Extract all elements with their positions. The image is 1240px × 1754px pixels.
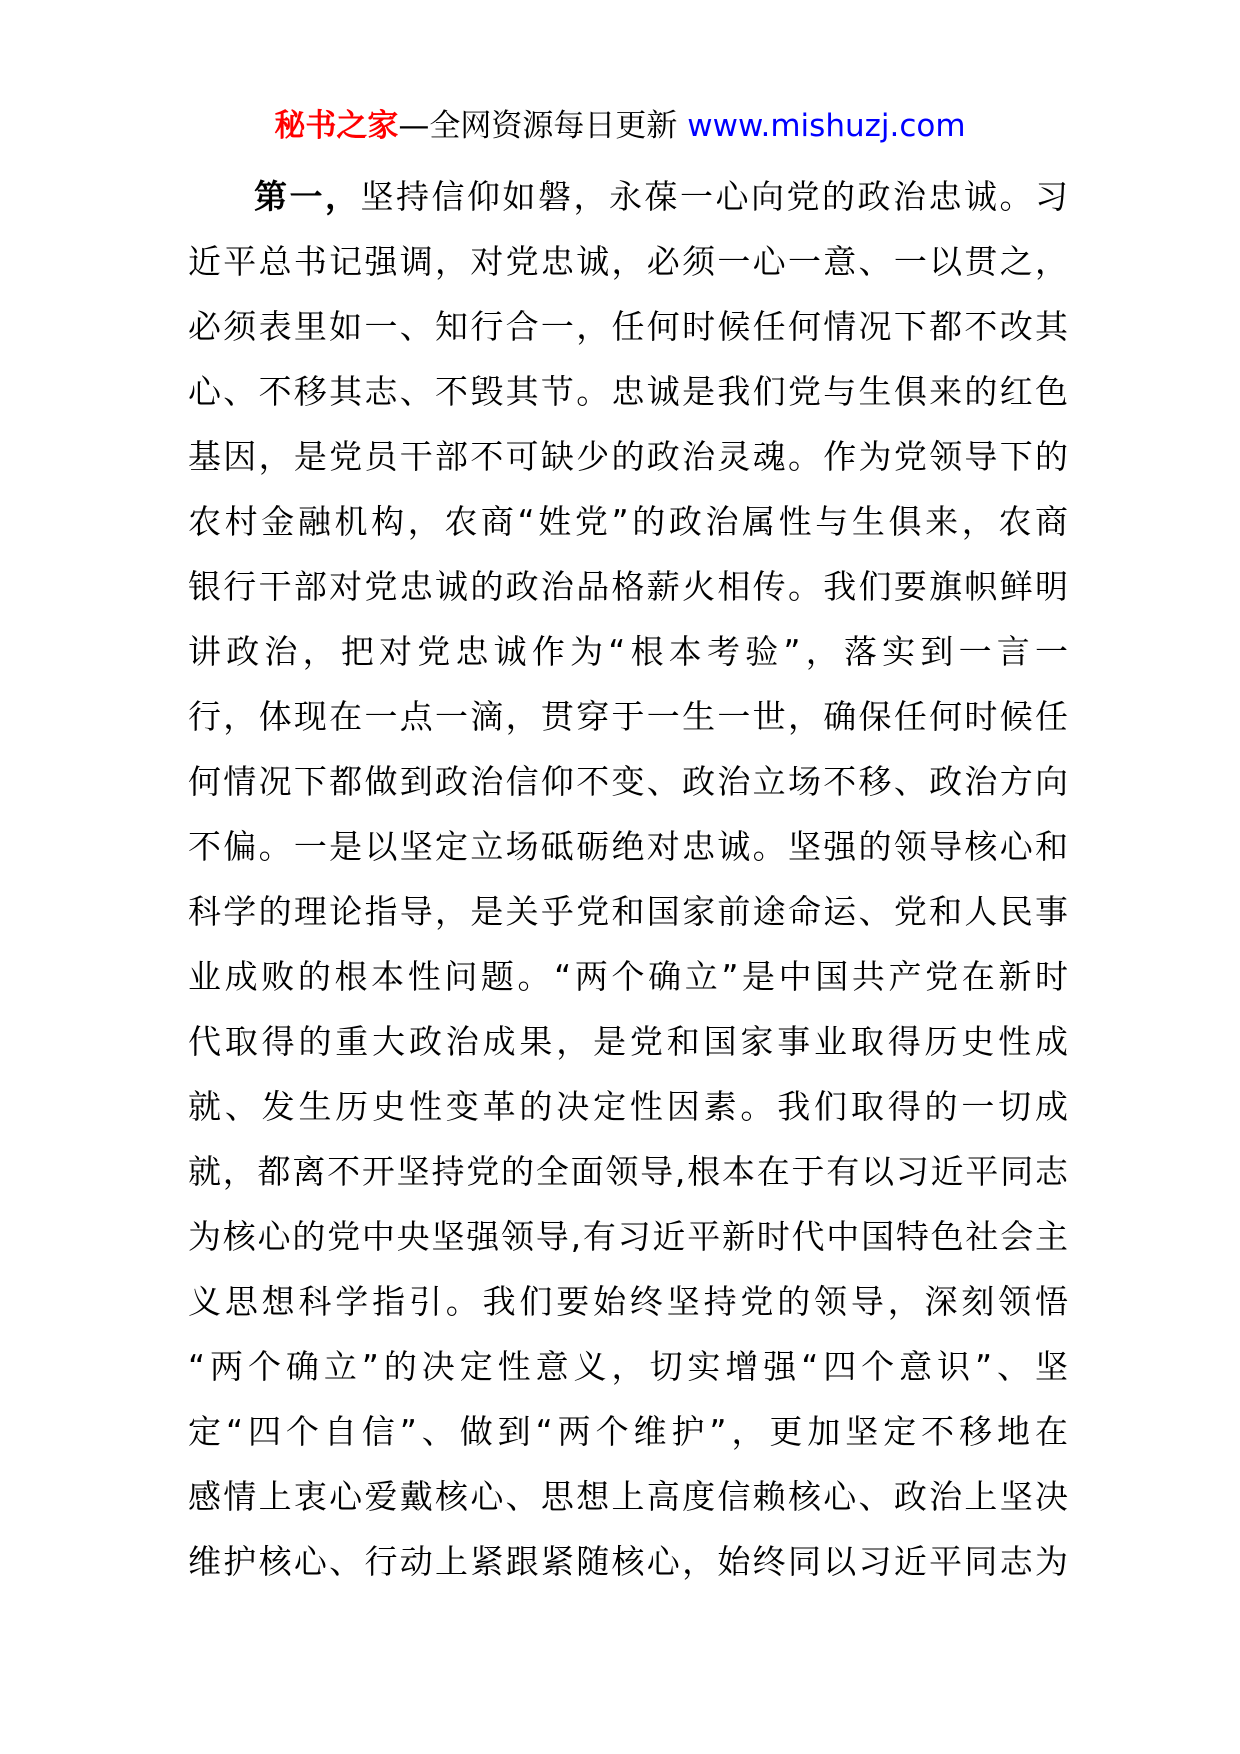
paragraph-line: 不偏。一是以坚定立场砥砺绝对忠诚。坚强的领导核心和 [188, 827, 1068, 866]
site-tagline: —全网资源每日更新 [398, 108, 688, 144]
paragraph-text: 坚持信仰如磐，永葆一心向党的政治忠诚。习 [360, 177, 1068, 216]
paragraph-line: 义思想科学指引。我们要始终坚持党的领导，深刻领悟 [188, 1282, 1068, 1321]
paragraph-line: 为核心的党中央坚强领导,有习近平新时代中国特色社会主 [188, 1217, 1068, 1256]
paragraph-line: 业成败的根本性问题。“两个确立”是中国共产党在新时 [188, 957, 1068, 996]
paragraph-line: 心、不移其志、不毁其节。忠诚是我们党与生俱来的红色 [188, 372, 1068, 411]
paragraph-line: 科学的理论指导，是关乎党和国家前途命运、党和人民事 [188, 892, 1068, 931]
paragraph-line: 就，都离不开坚持党的全面领导,根本在于有以习近平同志 [188, 1152, 1068, 1191]
paragraph-line: 农村金融机构，农商“姓党”的政治属性与生俱来，农商 [188, 502, 1068, 541]
site-brand: 秘书之家 [274, 108, 399, 144]
site-header [0, 104, 1240, 148]
site-url-link[interactable]: www.mishuzj.com [687, 108, 966, 144]
section-lead: 第一， [254, 177, 361, 216]
paragraph-line: 代取得的重大政治成果，是党和国家事业取得历史性成 [188, 1022, 1068, 1061]
paragraph-line: 何情况下都做到政治信仰不变、政治立场不移、政治方向 [188, 762, 1068, 801]
paragraph-line: 必须表里如一、知行合一，任何时候任何情况下都不改其 [188, 307, 1068, 346]
paragraph-line: 讲政治，把对党忠诚作为“根本考验”，落实到一言一 [188, 632, 1068, 671]
paragraph-line: 银行干部对党忠诚的政治品格薪火相传。我们要旗帜鲜明 [188, 567, 1068, 606]
paragraph-line: “两个确立”的决定性意义，切实增强“四个意识”、坚 [188, 1347, 1068, 1386]
paragraph-line: 行，体现在一点一滴，贯穿于一生一世，确保任何时候任 [188, 697, 1068, 736]
paragraph-line: 近平总书记强调，对党忠诚，必须一心一意、一以贯之， [188, 242, 1068, 281]
paragraph-line: 维护核心、行动上紧跟紧随核心，始终同以习近平同志为 [188, 1542, 1068, 1581]
paragraph-line [188, 164, 1068, 229]
paragraph-line: 就、发生历史性变革的决定性因素。我们取得的一切成 [188, 1087, 1068, 1126]
paragraph-line: 定“四个自信”、做到“两个维护”，更加坚定不移地在 [188, 1412, 1068, 1451]
document-body [188, 164, 1068, 1594]
paragraph-line: 基因，是党员干部不可缺少的政治灵魂。作为党领导下的 [188, 437, 1068, 476]
paragraph-line: 感情上衷心爱戴核心、思想上高度信赖核心、政治上坚决 [188, 1477, 1068, 1516]
